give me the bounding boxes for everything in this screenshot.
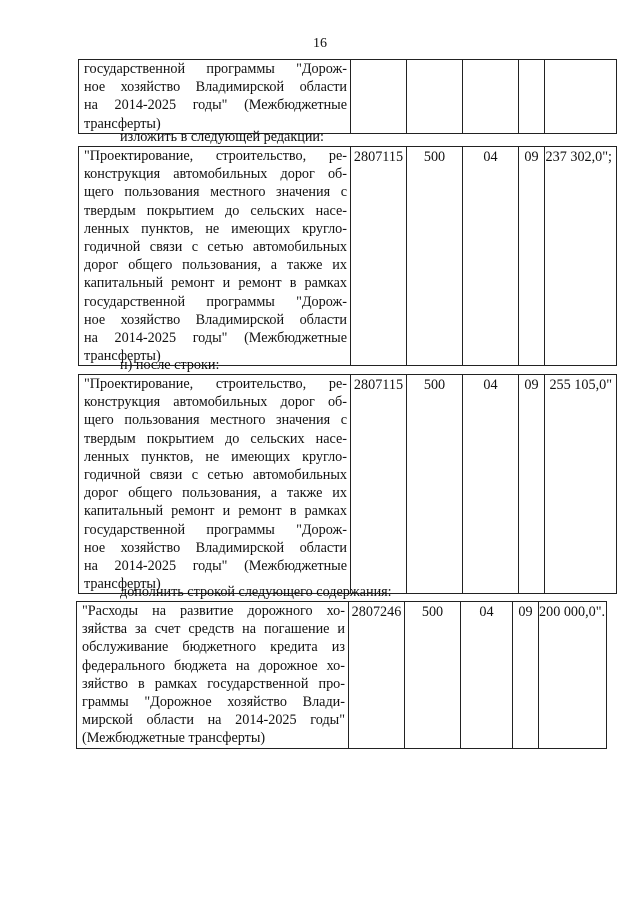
- description-line: "Проектирование, строительство, ре-: [84, 148, 347, 164]
- description-line: твердым покрытием до сельских насе-: [84, 430, 347, 447]
- rz-cell: 04: [463, 147, 519, 366]
- amount-cell: 255 105,0": [545, 375, 617, 594]
- rz-cell: [463, 60, 519, 134]
- vr-cell: [407, 60, 463, 134]
- vr-cell: 500: [407, 375, 463, 594]
- description-line: конструкция автомобильных дорог об-: [84, 166, 347, 183]
- pr-cell: 09: [519, 147, 545, 366]
- description-line: зяйства за счет средств на погашение и: [82, 621, 345, 638]
- row-description: [79, 375, 351, 594]
- description-line: на 2014-2025 годы" (Межбюджетные: [84, 558, 347, 575]
- caption-add-row: дополнить строкой следующего содержания:: [120, 584, 392, 600]
- row-description: [79, 60, 351, 134]
- row-description: [77, 602, 349, 749]
- description-line: трансферты): [84, 576, 161, 593]
- description-line: дорог общего пользования, а также их: [84, 485, 347, 502]
- code-cell: [351, 60, 407, 134]
- caption-after-row: н) после строки:: [120, 357, 220, 373]
- description-line: капитальный ремонт и ремонт в рамках: [84, 275, 347, 292]
- vr-cell: 500: [407, 147, 463, 366]
- description-line: ное хозяйство Владимирской области: [84, 311, 347, 328]
- description-line: государственной программы "Дорож-: [84, 521, 347, 538]
- table-block-added-row: [76, 601, 607, 749]
- amount-cell: [545, 60, 617, 134]
- code-cell: 2807115: [351, 147, 407, 366]
- table-block-after-row: [78, 374, 617, 594]
- vr-cell: 500: [405, 602, 461, 749]
- description-line: трансферты): [84, 348, 161, 365]
- description-line: годичной связи с сетью автомобильных: [84, 467, 347, 484]
- description-line: обслуживание бюджетного кредита из: [82, 639, 345, 656]
- description-line: государственной программы "Дорож-: [84, 61, 347, 77]
- description-line: годичной связи с сетью автомобильных: [84, 239, 347, 256]
- amount-cell: 237 302,0";: [545, 147, 617, 366]
- table-block-continuation: [78, 59, 617, 134]
- description-line: ленных пунктов, не имеющих кругло-: [84, 220, 347, 237]
- description-line: твердым покрытием до сельских насе-: [84, 202, 347, 219]
- code-cell: 2807246: [349, 602, 405, 749]
- pr-cell: [519, 60, 545, 134]
- description-line: граммы "Дорожное хозяйство Влади-: [82, 694, 345, 711]
- row-description: [79, 147, 351, 366]
- description-line: щего пользования местного значения с: [84, 412, 347, 429]
- description-line: государственной программы "Дорож-: [84, 293, 347, 310]
- code-cell: 2807115: [351, 375, 407, 594]
- rz-cell: 04: [463, 375, 519, 594]
- description-line: щего пользования местного значения с: [84, 184, 347, 201]
- description-line: ное хозяйство Владимирской области: [84, 539, 347, 556]
- description-line: конструкция автомобильных дорог об-: [84, 394, 347, 411]
- pr-cell: 09: [519, 375, 545, 594]
- table-block-new-edition: [78, 146, 617, 366]
- description-line: на 2014-2025 годы" (Межбюджетные: [84, 97, 347, 114]
- description-line: ленных пунктов, не имеющих кругло-: [84, 448, 347, 465]
- caption-new-edition: изложить в следующей редакции:: [120, 129, 324, 145]
- description-line: на 2014-2025 годы" (Межбюджетные: [84, 330, 347, 347]
- description-line: мирской области на 2014-2025 годы": [82, 712, 345, 729]
- description-line: ное хозяйство Владимирской области: [84, 79, 347, 96]
- rz-cell: 04: [461, 602, 513, 749]
- amount-cell: 200 000,0".: [539, 602, 607, 749]
- description-line: (Межбюджетные трансферты): [82, 730, 266, 747]
- description-line: трансферты): [84, 115, 161, 132]
- pr-cell: 09: [513, 602, 539, 749]
- description-line: федерального бюджета на дорожное хо-: [82, 657, 345, 674]
- description-line: зяйство в рамках государственной про-: [82, 675, 345, 692]
- page-number: 16: [313, 36, 327, 51]
- description-line: дорог общего пользования, а также их: [84, 257, 347, 274]
- description-line: "Проектирование, строительство, ре-: [84, 376, 347, 392]
- description-line: "Расходы на развитие дорожного хо-: [82, 603, 345, 619]
- description-line: капитальный ремонт и ремонт в рамках: [84, 503, 347, 520]
